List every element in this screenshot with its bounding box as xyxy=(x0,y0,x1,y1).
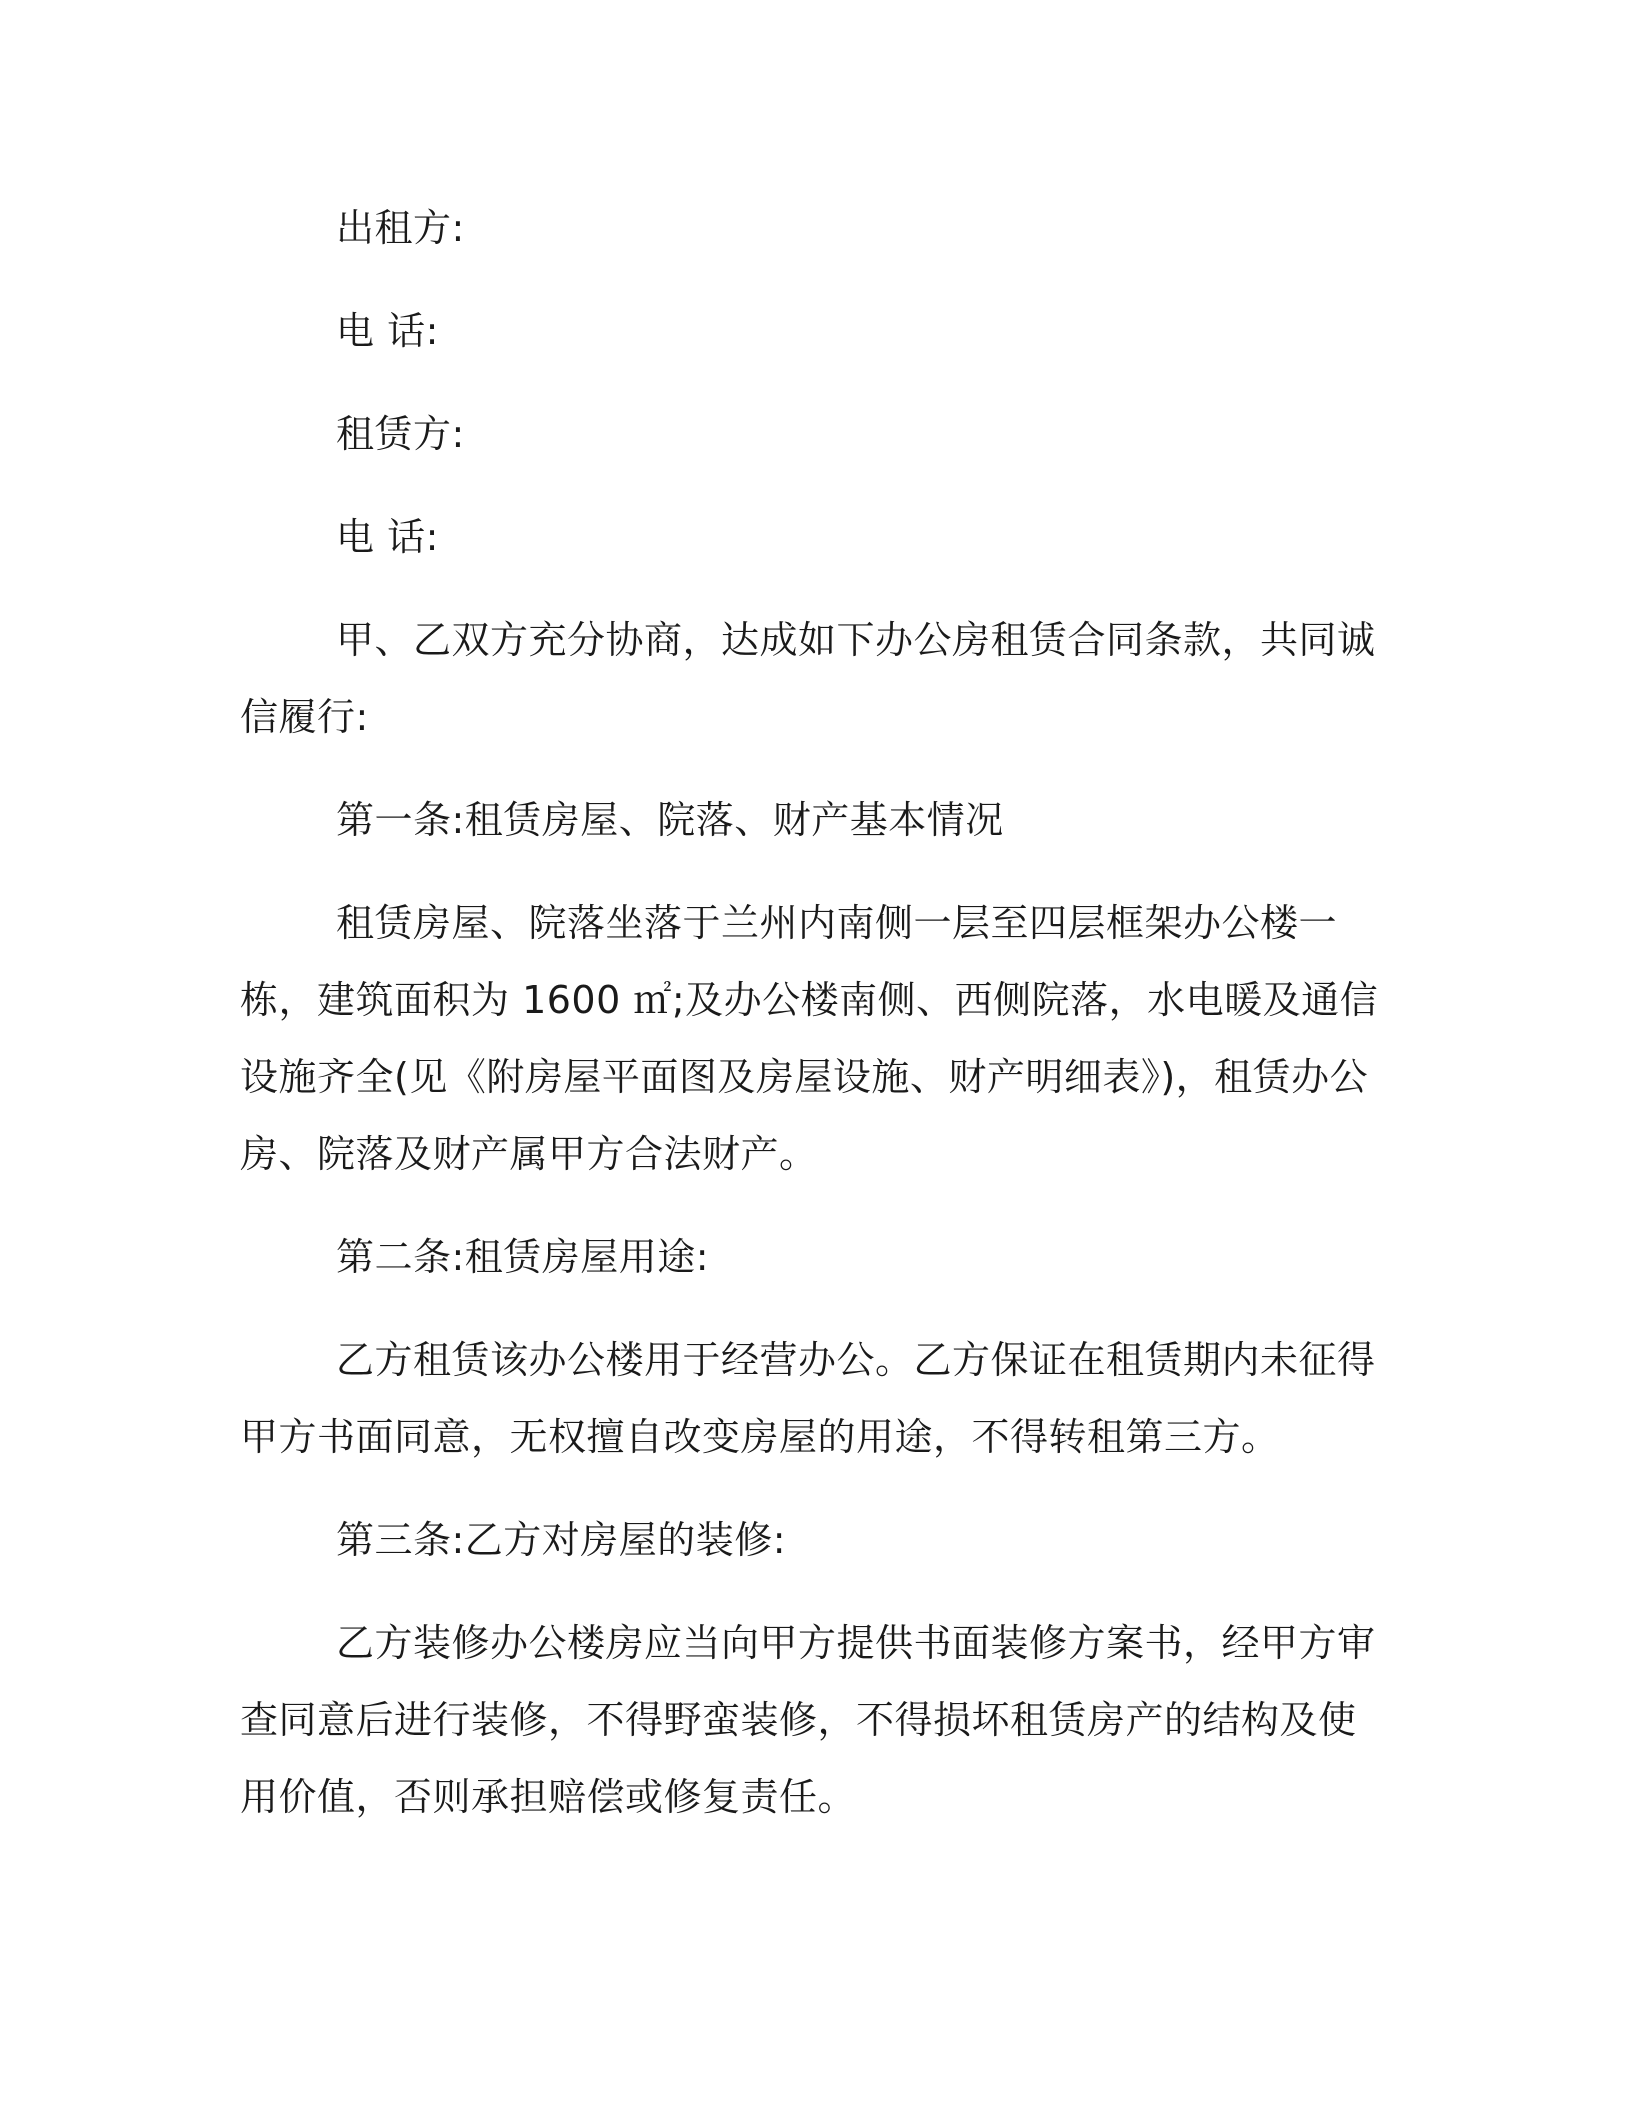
document-page xyxy=(240,190,1390,1836)
lessor-phone-label: 电 话: xyxy=(336,309,439,353)
article2-body: 乙方租赁该办公楼用于经营办公。乙方保证在租赁期内未征得甲方书面同意，无权擅自改变房屋的用途，不得转租第三方。 xyxy=(240,1338,1376,1459)
intro-paragraph: 甲、乙双方充分协商，达成如下办公房租赁合同条款，共同诚信履行: xyxy=(240,618,1376,739)
article3-body: 乙方装修办公楼房应当向甲方提供书面装修方案书，经甲方审查同意后进行装修，不得野蛮装修，不得损坏租赁房产的结构及使用价值，否则承担赔偿或修复责任。 xyxy=(240,1621,1376,1819)
lessor-label: 出租方: xyxy=(336,206,465,250)
lessee-label: 租赁方: xyxy=(336,412,465,456)
lessee-phone-label: 电 话: xyxy=(336,515,439,559)
article1-body: 租赁房屋、院落坐落于兰州内南侧一层至四层框架办公楼一栋，建筑面积为 1600 ㎡;及办公楼南侧、西侧院落，水电暖及通信设施齐全(见《附房屋平面图及房屋设施、财产明细表》)，租赁办公房、院落及财产属甲方合法财产。 xyxy=(240,901,1379,1176)
article2-title: 第二条:租赁房屋用途: xyxy=(336,1235,710,1279)
article3-title: 第三条:乙方对房屋的装修: xyxy=(336,1518,787,1562)
article1-title: 第一条:租赁房屋、院落、财产基本情况 xyxy=(336,798,1004,842)
